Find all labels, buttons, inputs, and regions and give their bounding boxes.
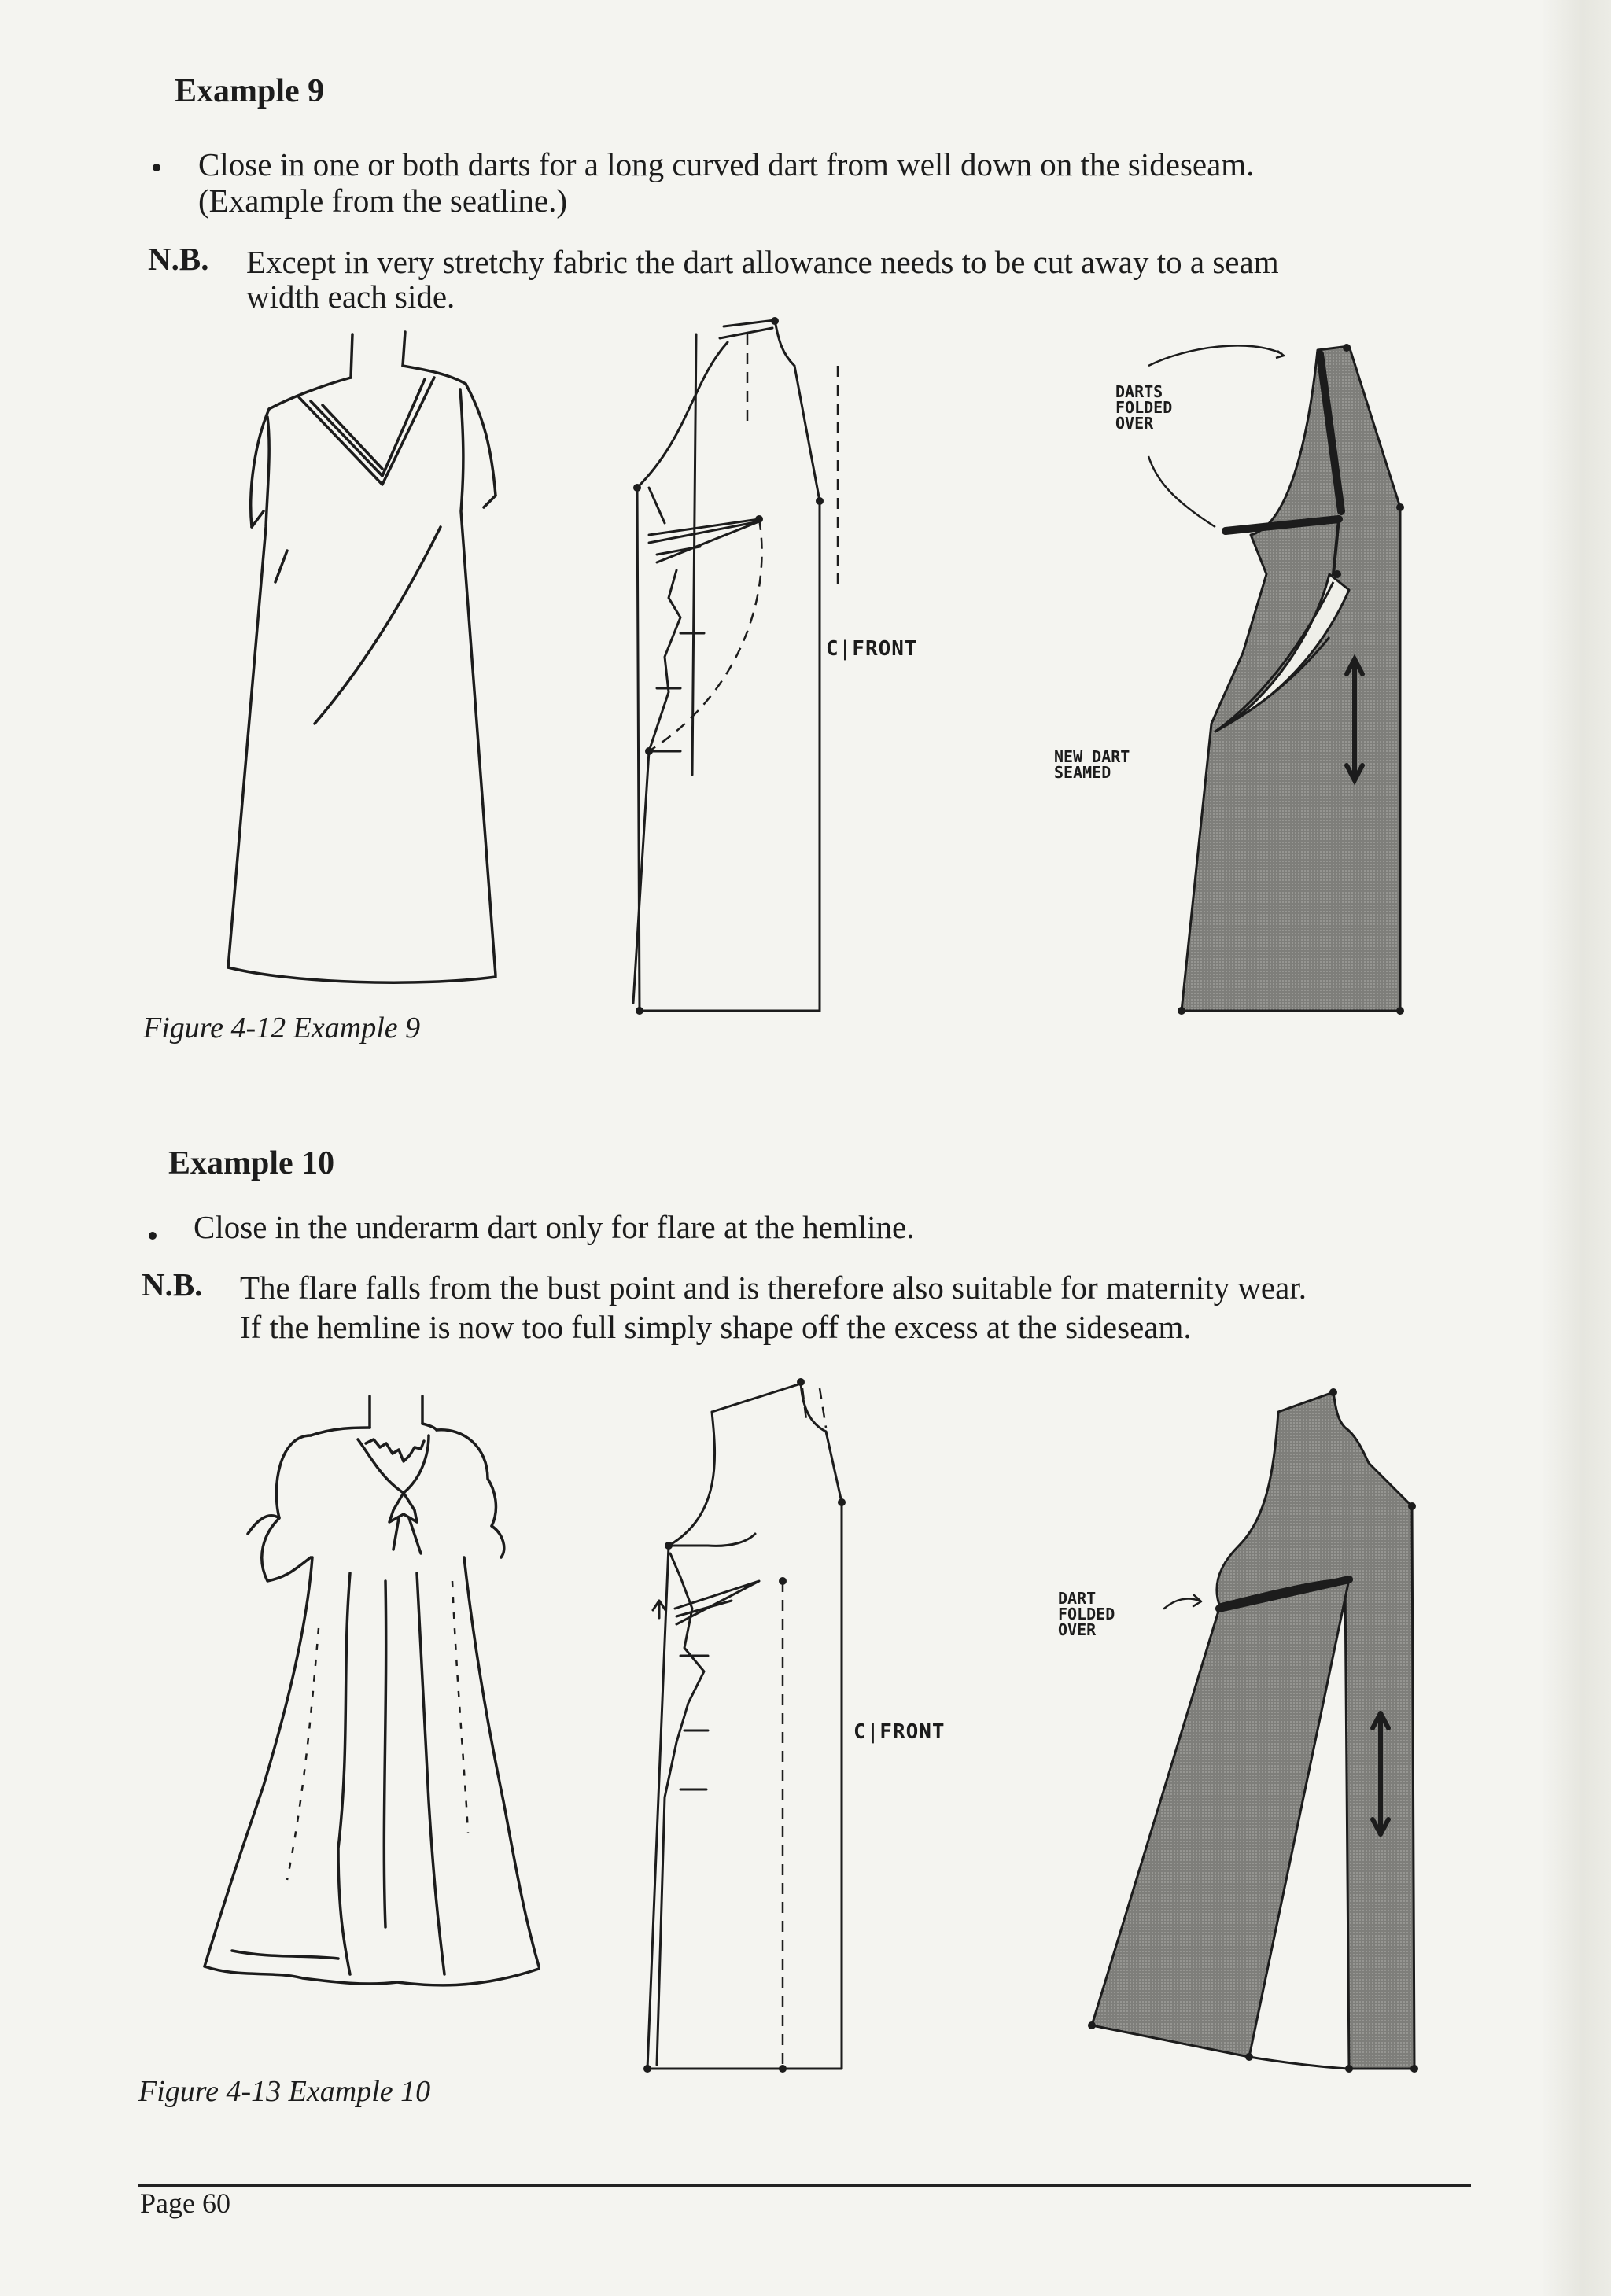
dart-folded-over-label: [1058, 1590, 1115, 1638]
figure-4-13-dress-sketch: [193, 1392, 555, 2021]
figure-4-12-shaded-pattern: [1172, 322, 1416, 1015]
bullet-icon: [149, 1232, 157, 1240]
page-edge-shadow: [1540, 0, 1611, 2296]
example-9-nb-line-1: Except in very stretchy fabric the dart allowance needs to be cut away to a seam: [246, 244, 1279, 280]
example-10-nb-line-2: If the hemline is now too full simply shape off the excess at the sideseam.: [240, 1309, 1192, 1345]
bullet-icon: [153, 164, 160, 171]
example-9-nb-label: N.B.: [148, 241, 209, 277]
dart-label-line-1: DART: [1058, 1589, 1097, 1608]
example-9-nb-line-2: width each side.: [246, 278, 455, 315]
new-dart-label-line-2: SEAMED: [1054, 763, 1111, 782]
figure-4-12-caption: Figure 4-12 Example 9: [143, 1012, 421, 1045]
darts-label-line-1: DARTS: [1115, 382, 1163, 401]
figure-4-12-pattern-block: [590, 319, 968, 1011]
example-9-heading: Example 9: [175, 73, 325, 109]
dart-label-line-3: OVER: [1058, 1620, 1097, 1639]
dart-label-line-2: FOLDED: [1058, 1605, 1115, 1623]
example-9-bullet-line-1: Close in one or both darts for a long curved dart from well down on the sideseam.: [198, 146, 1255, 182]
new-dart-seamed-label: [1054, 749, 1130, 780]
figure-4-13-caption: Figure 4-13 Example 10: [138, 2075, 431, 2108]
example-10-nb-label: N.B.: [142, 1266, 203, 1303]
figure-4-12-dress-sketch: [212, 330, 511, 991]
new-dart-label-line-1: NEW DART: [1054, 747, 1130, 766]
figure-4-13-shaded-pattern: [1086, 1384, 1432, 2077]
example-10-nb-line-1: The flare falls from the bust point and is therefore also suitable for maternity wear.: [240, 1270, 1307, 1306]
darts-label-line-2: FOLDED: [1115, 398, 1173, 417]
example-10-bullet-line-1: Close in the underarm dart only for flare at the hemline.: [194, 1209, 915, 1245]
page-number: Page 60: [140, 2187, 230, 2219]
footer-rule: [138, 2184, 1471, 2187]
example-10-heading: Example 10: [168, 1145, 335, 1181]
c-front-label-2: C|FRONT: [853, 1720, 946, 1744]
figure-4-13-pattern-block: [614, 1373, 873, 2080]
darts-folded-over-label: [1115, 384, 1172, 431]
c-front-label: C|FRONT: [826, 637, 918, 661]
darts-label-line-3: OVER: [1115, 414, 1154, 433]
example-9-bullet-line-2: (Example from the seatline.): [198, 182, 568, 219]
